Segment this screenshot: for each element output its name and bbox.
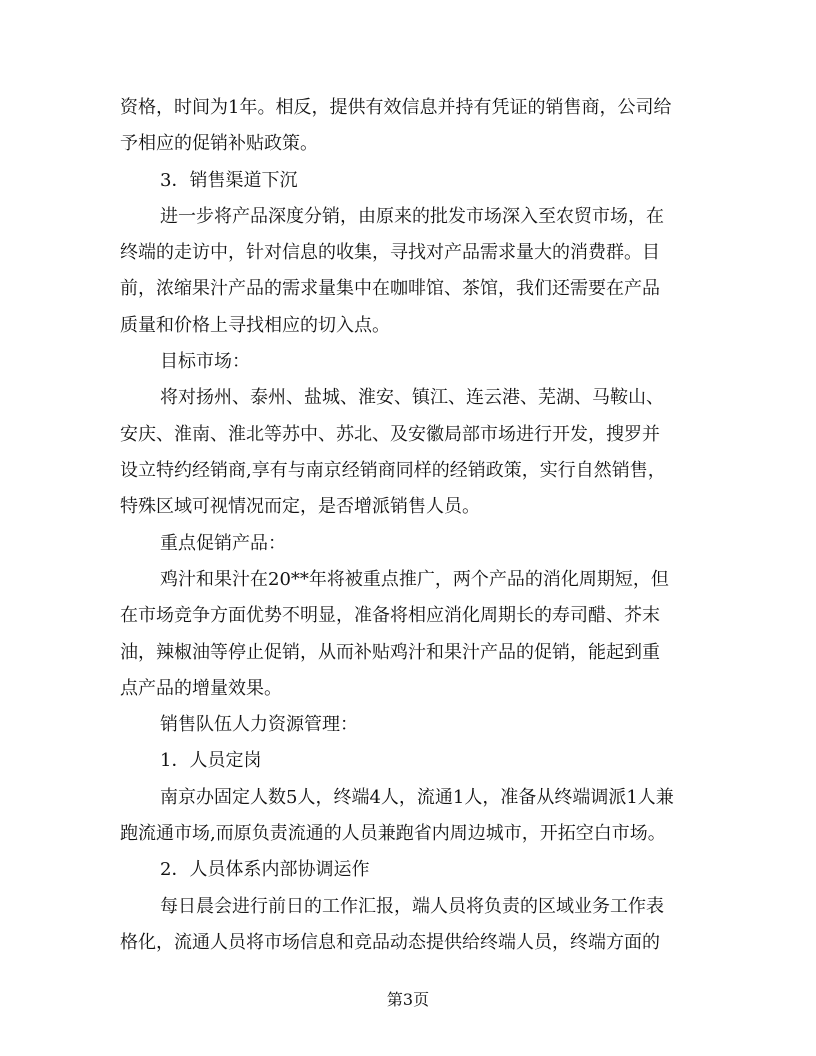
section-heading: 1．人员定岗 [160,750,262,771]
body-text-line: 点产品的增量效果。 [120,678,282,699]
section-heading: 2．人员体系内部协调运作 [160,859,370,880]
body-text-line: 质量和价格上寻找相应的切入点。 [120,315,390,336]
body-text-line: 每日晨会进行前日的工作汇报，端人员将负责的区域业务工作表 [160,896,664,917]
body-text-line: 安庆、淮南、淮北等苏中、苏北、及安徽局部市场进行开发，搜罗并 [120,424,660,445]
body-text-line: 油，辣椒油等停止促销，从而补贴鸡汁和果汁产品的促销，能起到重 [120,642,660,663]
body-text-line: 进一步将产品深度分销，由原来的批发市场深入至农贸市场，在 [160,206,664,227]
body-text-line: 设立特约经销商,享有与南京经销商同样的经销政策，实行自然销售， [120,460,666,481]
body-text-line: 格化，流通人员将市场信息和竞品动态提供给终端人员，终端方面的 [120,932,660,953]
section-heading: 3．销售渠道下沉 [160,170,298,191]
body-text-line: 特殊区域可视情况而定，是否增派销售人员。 [120,496,480,517]
body-text-line: 跑流通市场,而原负责流通的人员兼跑省内周边城市，开拓空白市场。 [120,823,666,844]
body-text-line: 终端的走访中，针对信息的收集，寻找对产品需求量大的消费群。目 [120,242,660,263]
body-text-line: 鸡汁和果汁在20**年将被重点推广，两个产品的消化周期短，但 [160,569,669,590]
body-text-line: 南京办固定人数5人，终端4人，流通1人，准备从终端调派1人兼 [160,787,674,808]
body-text-line: 予相应的促销补贴政策。 [120,133,318,154]
body-text-line: 将对扬州、泰州、盐城、淮安、镇江、连云港、芜湖、马鞍山、 [160,387,664,408]
subheading: 重点促销产品： [160,533,286,554]
subheading: 目标市场： [160,351,250,372]
body-text-line: 在市场竞争方面优势不明显，准备将相应消化周期长的寿司醋、芥末 [120,605,660,626]
page-number-footer: 第3页 [386,990,430,1009]
body-text-line: 前，浓缩果汁产品的需求量集中在咖啡馆、茶馆，我们还需要在产品 [120,278,660,299]
subheading: 销售队伍人力资源管理： [160,714,358,735]
body-text-line: 资格，时间为1年。相反，提供有效信息并持有凭证的销售商，公司给 [120,97,672,118]
